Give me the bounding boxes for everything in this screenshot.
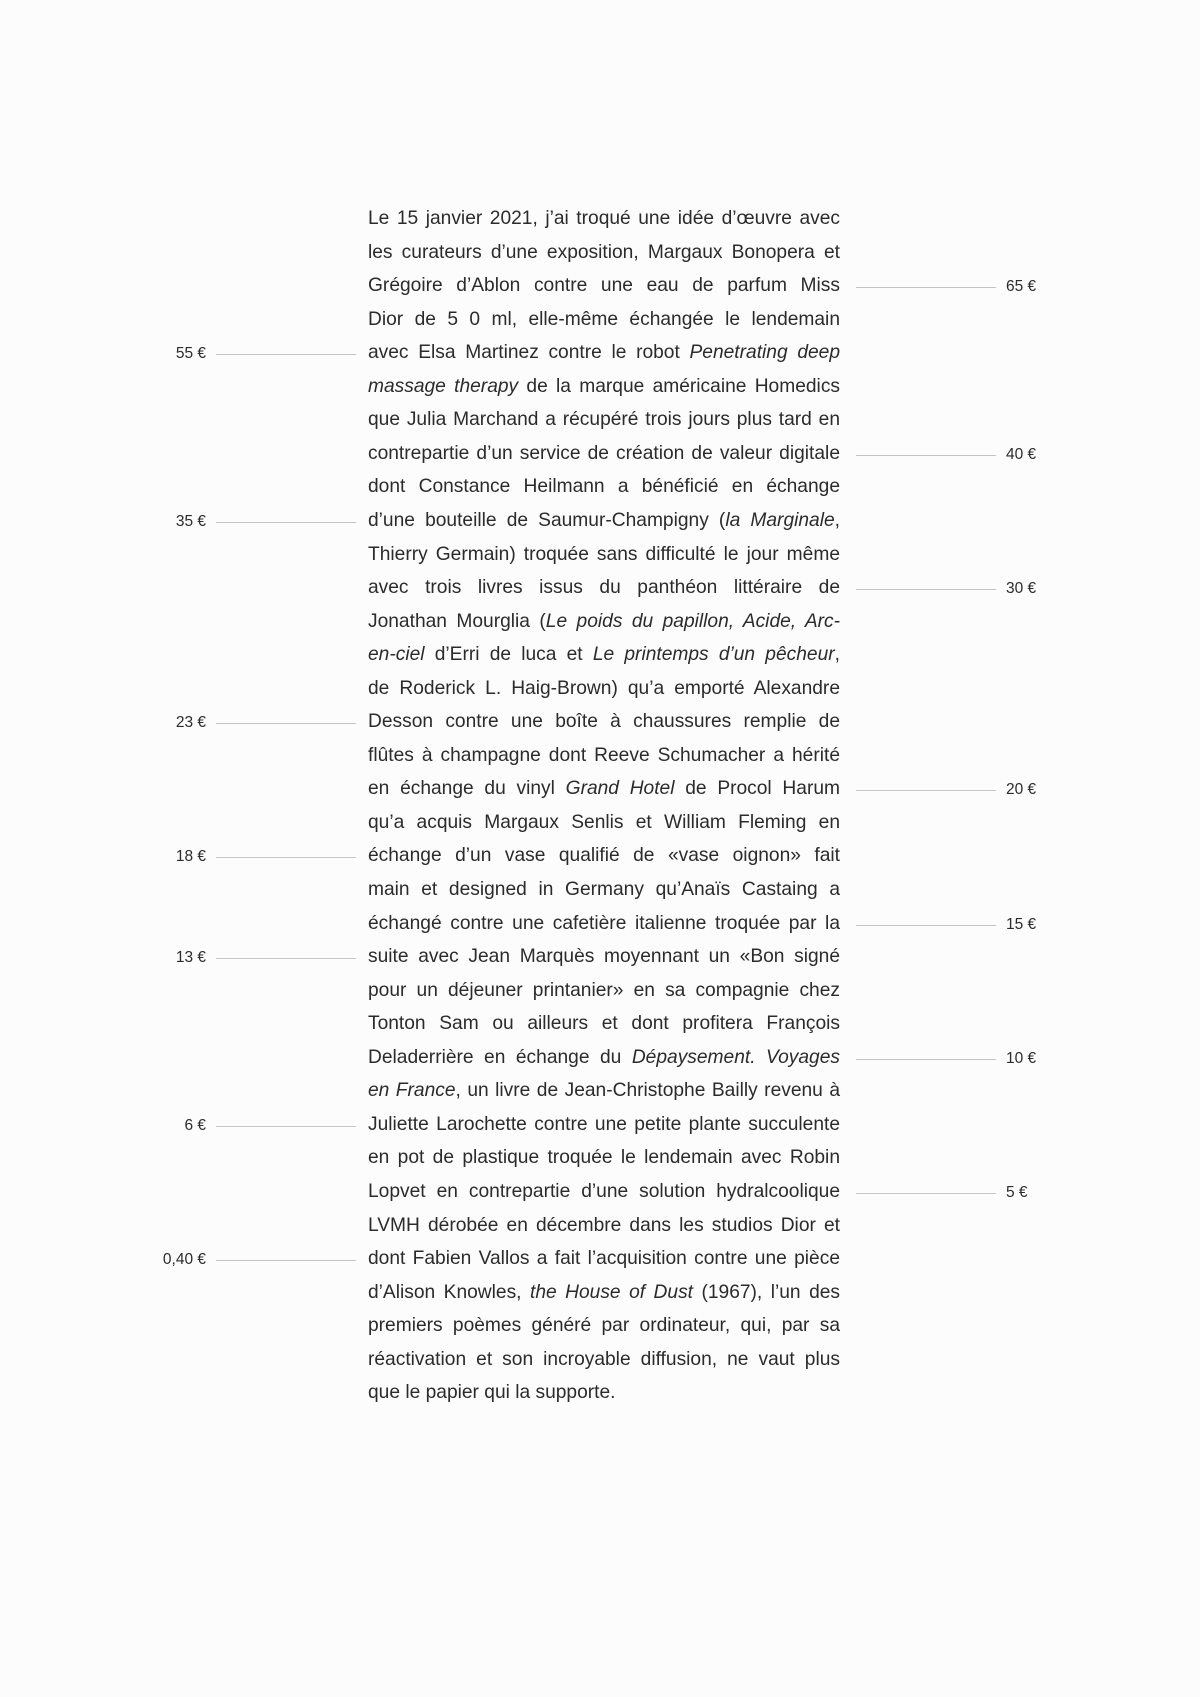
text-line — [368, 1174, 840, 1210]
body-text: d’Alison Knowles, — [368, 1281, 530, 1303]
price-label: 30 € — [1006, 580, 1037, 598]
text-line — [368, 906, 840, 942]
body-text: contrepartie d’un service de création de valeur digitale — [368, 442, 840, 464]
body-text: Le 15 janvier 2021, j’ai troqué une idée d’œuvre avec — [368, 208, 840, 229]
leader-line — [856, 589, 996, 590]
body-text: de Roderick L. Haig-Brown) qu’a emporté Alexandre — [368, 677, 840, 699]
leader-line — [216, 723, 356, 724]
body-text: avec Elsa Martinez contre le robot — [368, 342, 690, 364]
body-text: , — [834, 644, 840, 666]
text-line — [368, 1308, 840, 1344]
price-marker-left — [150, 845, 356, 869]
text-line — [368, 1040, 840, 1076]
text-line — [368, 201, 840, 237]
price-marker-left — [150, 342, 356, 366]
body-text: dont Constance Heilmann a bénéficié en échange — [368, 476, 840, 498]
body-text: , un livre de Jean-Christophe Bailly revenu à — [455, 1080, 840, 1102]
body-text: de la marque américaine Homedics — [518, 375, 841, 397]
body-text: main et designed in Germany qu’Anaïs Castaing a — [368, 879, 840, 900]
body-text: Juliette Larochette contre une petite plante succulente — [368, 1113, 840, 1135]
body-text: Grégoire d’Ablon contre une eau de parfum Miss — [368, 275, 840, 297]
text-line — [368, 436, 840, 472]
italic-title-text: Le poids du papillon, Acide, Arc- — [545, 610, 840, 632]
text-line — [368, 268, 840, 304]
price-label: 15 € — [1006, 915, 1037, 933]
price-label: 6 € — [184, 1116, 206, 1134]
body-text: Lopvet en contrepartie d’une solution hydralcoolique — [368, 1180, 840, 1202]
text-line — [368, 1140, 840, 1176]
body-text: avec trois livres issus du panthéon littéraire de — [368, 577, 840, 599]
price-label: 40 € — [1006, 445, 1037, 463]
price-marker-left — [150, 510, 356, 534]
text-line — [368, 805, 840, 841]
text-line — [368, 1275, 840, 1311]
price-label: 55 € — [175, 345, 206, 363]
price-label: 5 € — [1006, 1183, 1028, 1201]
italic-title-text: en-ciel — [368, 644, 425, 666]
price-label: 18 € — [175, 848, 206, 866]
text-line — [368, 1241, 840, 1277]
text-line — [368, 704, 840, 740]
body-text: d’une bouteille de Saumur-Champigny ( — [368, 509, 726, 531]
text-line — [368, 604, 840, 640]
text-line — [368, 1073, 840, 1109]
text-line — [368, 302, 840, 338]
body-text: (1967), l’un des — [693, 1281, 841, 1303]
leader-line — [856, 925, 996, 926]
text-line — [368, 402, 840, 438]
price-marker-right — [856, 275, 1046, 299]
leader-line — [856, 790, 996, 791]
body-text: qu’a acquis Margaux Senlis et William Fleming en — [368, 811, 840, 833]
leader-line — [216, 857, 356, 858]
text-line — [368, 469, 840, 505]
price-label: 23 € — [175, 714, 206, 732]
price-marker-left — [150, 1248, 356, 1272]
body-text: flûtes à champagne dont Reeve Schumacher a hérité — [368, 744, 840, 766]
body-text: les curateurs d’une exposition, Margaux Bonopera et — [368, 241, 840, 263]
body-text: dont Fabien Vallos a fait l’acquisition contre une pièce — [368, 1248, 840, 1270]
body-text: échangé contre une cafetière italienne troquée par la — [368, 912, 840, 934]
body-text: de Procol Harum — [674, 778, 841, 800]
text-line — [368, 738, 840, 774]
body-text: Desson contre une boîte à chaussures remplie de — [368, 711, 840, 733]
leader-line — [856, 1059, 996, 1060]
text-line — [368, 335, 840, 371]
text-line — [368, 1006, 840, 1042]
body-text: Thierry Germain) troquée sans difficulté le jour même — [368, 543, 840, 565]
text-line — [368, 838, 840, 874]
text-line — [368, 503, 840, 539]
price-marker-right — [856, 1047, 1046, 1071]
leader-line — [216, 354, 356, 355]
leader-line — [216, 1260, 356, 1261]
leader-line — [856, 287, 996, 288]
italic-title-text: the House of Dust — [530, 1281, 693, 1303]
body-text: en pot de plastique troquée le lendemain avec Robin — [368, 1147, 840, 1169]
italic-title-text: Penetrating deep — [689, 342, 841, 364]
text-line — [368, 1208, 840, 1244]
leader-line — [216, 522, 356, 523]
body-text: Dior de 5 0 ml, elle-même échangée le lendemain — [368, 308, 840, 330]
text-line — [368, 872, 840, 908]
italic-title-text: la Marginale — [725, 509, 835, 531]
body-text: pour un déjeuner printanier» en sa compagnie chez — [368, 979, 840, 1001]
price-label: 65 € — [1006, 278, 1037, 296]
leader-line — [216, 958, 356, 959]
price-marker-left — [150, 711, 356, 735]
price-label: 13 € — [175, 949, 206, 967]
body-text: premiers poèmes généré par ordinateur, qui, par sa — [368, 1315, 840, 1337]
price-marker-right — [856, 443, 1046, 467]
text-line — [368, 973, 840, 1009]
body-text: Jonathan Mourglia ( — [368, 610, 546, 632]
price-marker-right — [856, 778, 1046, 802]
text-line — [368, 369, 840, 405]
price-marker-left — [150, 946, 356, 970]
price-marker-right — [856, 913, 1046, 937]
italic-title-text: Grand Hotel — [565, 778, 675, 800]
body-text: que Julia Marchand a récupéré trois jours plus tard en — [368, 409, 840, 431]
text-line — [368, 570, 840, 606]
italic-title-text: Le printemps d’un pêcheur — [592, 644, 835, 666]
text-line — [368, 1375, 840, 1411]
text-line — [368, 637, 840, 673]
price-label: 20 € — [1006, 781, 1037, 799]
price-label: 10 € — [1006, 1049, 1037, 1067]
body-text: , — [834, 509, 840, 531]
price-marker-right — [856, 577, 1046, 601]
body-text: en échange du vinyl — [368, 778, 566, 800]
text-line — [368, 1107, 840, 1143]
price-label: 0,40 € — [162, 1251, 206, 1269]
leader-line — [216, 1126, 356, 1127]
text-line — [368, 537, 840, 573]
italic-title-text: en France — [368, 1080, 456, 1102]
text-line — [368, 1342, 840, 1378]
price-marker-right — [856, 1181, 1046, 1205]
body-text: d’Erri de luca et — [424, 644, 593, 666]
body-text: Deladerrière en échange du — [368, 1046, 632, 1068]
price-marker-left — [150, 1114, 356, 1138]
price-label: 35 € — [175, 512, 206, 530]
body-text: Tonton Sam ou ailleurs et dont profitera François — [368, 1013, 840, 1035]
body-text: réactivation et son incroyable diffusion, ne vaut plus — [368, 1348, 840, 1370]
body-text: LVMH dérobée en décembre dans les studios Dior et — [368, 1214, 840, 1236]
italic-title-text: Dépaysement. Voyages — [631, 1046, 840, 1068]
body-text: suite avec Jean Marquès moyennant un «Bon signé — [368, 946, 840, 968]
body-text: échange d’un vase qualifié de «vase oignon» fait — [368, 845, 840, 867]
body-text: que le papier qui la supporte. — [368, 1382, 616, 1404]
text-line — [368, 235, 840, 271]
text-line — [368, 939, 840, 975]
italic-title-text: massage therapy — [368, 375, 519, 397]
text-line — [368, 671, 840, 707]
text-line — [368, 771, 840, 807]
leader-line — [856, 1193, 996, 1194]
leader-line — [856, 455, 996, 456]
